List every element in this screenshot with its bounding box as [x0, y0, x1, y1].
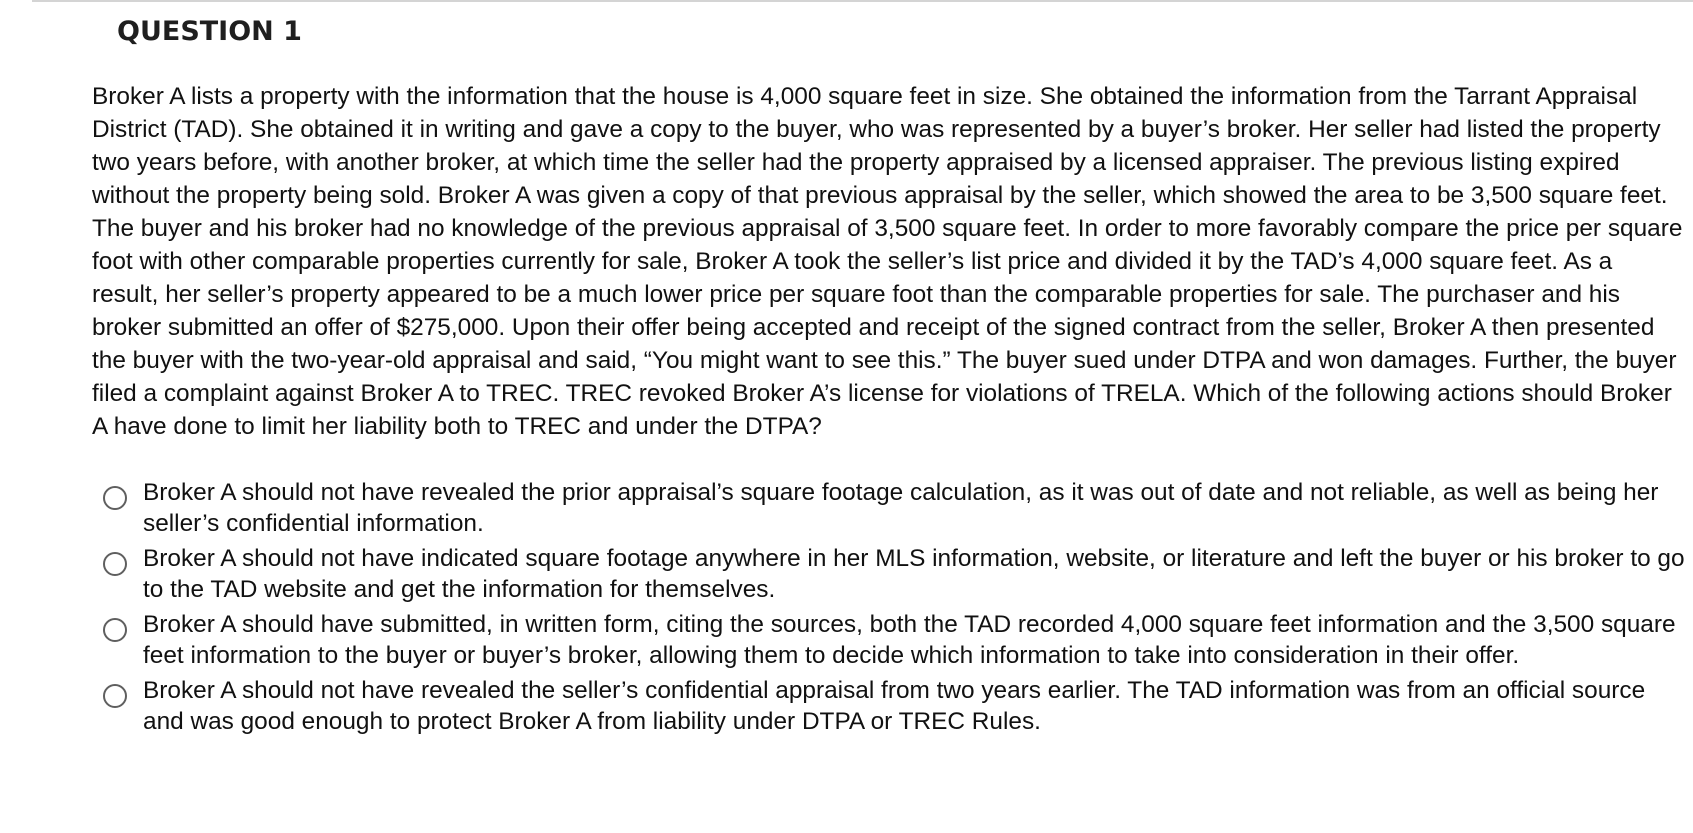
radio-button-3[interactable]: [103, 618, 127, 642]
answer-option-label[interactable]: Broker A should not have revealed the seller’s confidential appraisal from two years earlier. The TAD information was from an official source and was good enough to protect Broker A from liability under DTPA or TREC Rules.: [143, 677, 1646, 735]
answer-option-2[interactable]: [103, 543, 1688, 605]
radio-button-1[interactable]: [103, 486, 127, 510]
answer-option-3[interactable]: [103, 609, 1688, 671]
answer-option-4[interactable]: [103, 675, 1688, 737]
answer-option-1[interactable]: [103, 477, 1688, 539]
radio-button-2[interactable]: [103, 552, 127, 576]
answer-option-label[interactable]: Broker A should not have indicated square footage anywhere in her MLS information, website, or literature and left the buyer or his broker to go to the TAD website and get the information for themselves.: [143, 545, 1685, 603]
radio-button-4[interactable]: [103, 684, 127, 708]
top-divider: [32, 0, 1693, 2]
question-text: Broker A lists a property with the information that the house is 4,000 square feet in size. She obtained the information from the Tarrant Appraisal District (TAD). She obtained it in writing and gave a copy to the buyer, who was represented by a buyer’s broker. Her seller had listed the property two years before, with another broker, at which time the seller had the property appraised by a licensed appraiser. The previous listing expired without the property being sold. Broker A was given a copy of that previous appraisal by the seller, which showed the area to be 3,500 square feet. The buyer and his broker had no knowledge of the previous appraisal of 3,500 square feet. In order to more favorably compare the price per square foot with other comparable properties currently for sale, Broker A took the seller’s list price and divided it by the TAD’s 4,000 square feet. As a result, her seller’s property appeared to be a much lower price per square foot than the comparable properties for sale. The purchaser and his broker submitted an offer of $275,000. Upon their offer being accepted and receipt of the signed contract from the seller, Broker A then presented the buyer with the two-year-old appraisal and said, “You might want to see this.” The buyer sued under DTPA and won damages. Further, the buyer filed a complaint against Broker A to TREC. TREC revoked Broker A’s license for violations of TRELA. Which of the following actions should Broker A have done to limit her liability both to TREC and under the DTPA?: [92, 83, 1683, 440]
answer-options: [103, 477, 1688, 741]
answer-option-label[interactable]: Broker A should have submitted, in written form, citing the sources, both the TAD recorded 4,000 square feet information and the 3,500 square feet information to the buyer or buyer’s broker, allowing them to decide which information to take into consideration in their offer.: [143, 611, 1676, 669]
answer-option-label[interactable]: Broker A should not have revealed the prior appraisal’s square footage calculation, as it was out of date and not reliable, as well as being her seller’s confidential information.: [143, 479, 1659, 537]
question-title: QUESTION 1: [117, 16, 302, 47]
